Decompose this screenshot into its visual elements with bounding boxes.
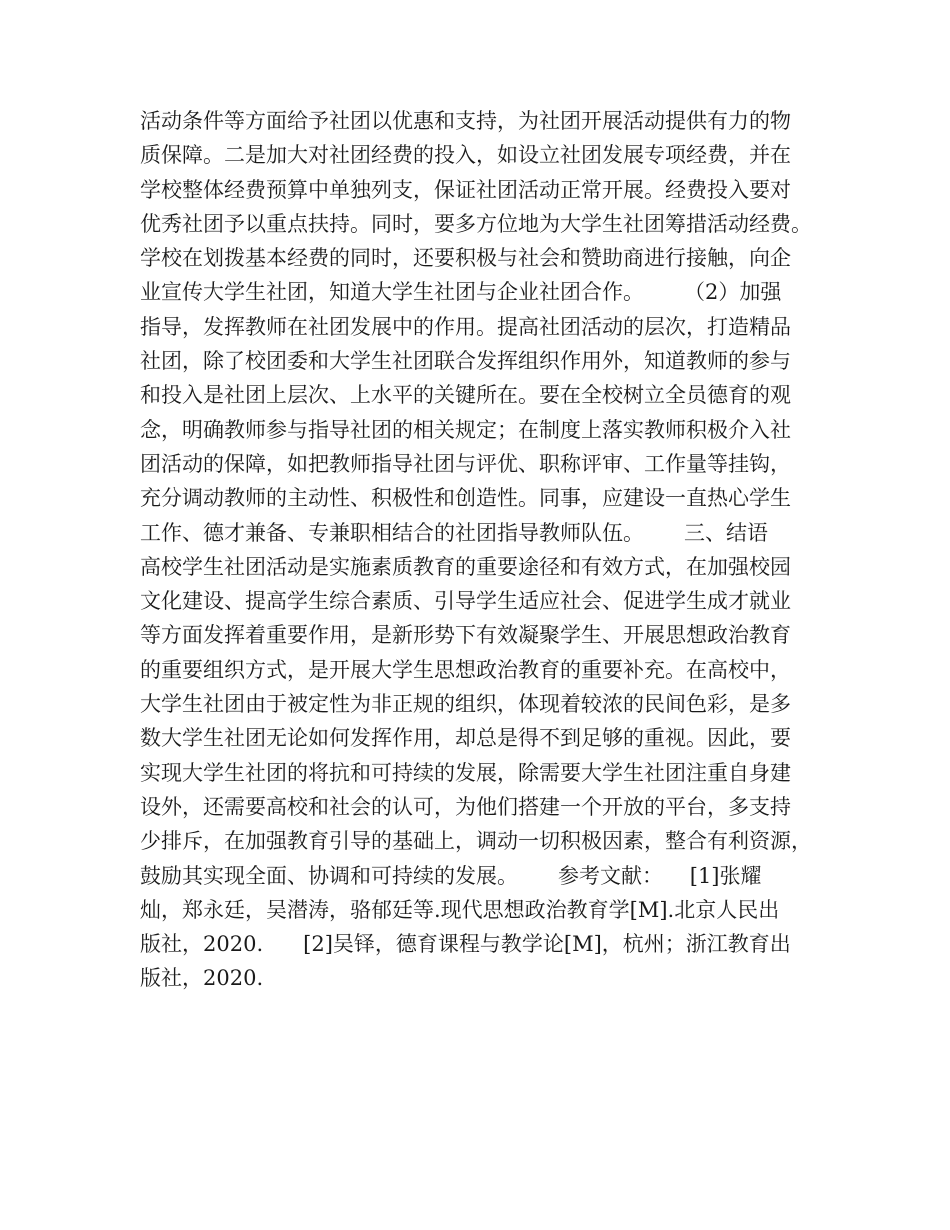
text-line: 团活动的保障，如把教师指导社团与评优、职称评审、工作量等挂钩， xyxy=(140,451,791,476)
text-line: 质保障。二是加大对社团经费的投入，如设立社团发展专项经费，并在 xyxy=(140,143,791,168)
text-line: 版社，2020. xyxy=(140,966,264,991)
text-line: 工作、德才兼备、专兼职相结合的社团指导教师队伍。 三、结语 xyxy=(140,520,769,545)
text-line: 少排斥，在加强教育引导的基础上，调动一切积极因素，整合有利资源， xyxy=(140,829,812,854)
text-line: 大学生社团由于被定性为非正规的组织，体现着较浓的民间色彩，是多 xyxy=(140,692,791,717)
text-line: 社团，除了校团委和大学生社团联合发挥组织作用外，知道教师的参与 xyxy=(140,349,791,374)
text-line: 灿，郑永廷，吴潜涛，骆郁廷等.现代思想政治教育学[M].北京人民出 xyxy=(140,897,780,922)
text-line: 高校学生社团活动是实施素质教育的重要途径和有效方式，在加强校园 xyxy=(140,554,791,579)
text-line: 和投入是社团上层次、上水平的关键所在。要在全校树立全员德育的观 xyxy=(140,383,791,408)
text-line: 实现大学生社团的将抗和可持续的发展，除需要大学生社团注重自身建 xyxy=(140,760,791,785)
text-line: 念，明确教师参与指导社团的相关规定；在制度上落实教师积极介入社 xyxy=(140,417,791,442)
text-line: 指导，发挥教师在社团发展中的作用。提高社团活动的层次，打造精品 xyxy=(140,314,791,339)
text-line: 业宣传大学生社团，知道大学生社团与企业社团合作。 （2）加强 xyxy=(140,280,782,305)
text-line: 学校整体经费预算中单独列支，保证社团活动正常开展。经费投入要对 xyxy=(140,177,791,202)
text-line: 文化建设、提高学生综合素质、引导学生适应社会、促进学生成才就业 xyxy=(140,589,791,614)
text-line: 鼓励其实现全面、协调和可持续的发展。 参考文献： [1]张耀 xyxy=(140,863,762,888)
text-line: 数大学生社团无论如何发挥作用，却总是得不到足够的重视。因此，要 xyxy=(140,726,791,751)
text-line: 充分调动教师的主动性、积极性和创造性。同事，应建设一直热心学生 xyxy=(140,486,791,511)
text-line: 等方面发挥着重要作用，是新形势下有效凝聚学生、开展思想政治教育 xyxy=(140,623,791,648)
text-line: 设外，还需要高校和社会的认可，为他们搭建一个开放的平台，多支持 xyxy=(140,794,791,819)
text-line: 的重要组织方式，是开展大学生思想政治教育的重要补充。在高校中， xyxy=(140,657,791,682)
body-text xyxy=(140,104,820,996)
text-line: 版社，2020. [2]吴铎，德育课程与教学论[M]，杭州；浙江教育出 xyxy=(140,932,791,957)
text-line: 学校在划拨基本经费的同时，还要积极与社会和赞助商进行接触，向企 xyxy=(140,246,791,271)
text-line: 优秀社团予以重点扶持。同时，要多方位地为大学生社团筹措活动经费。 xyxy=(140,211,812,236)
text-line: 活动条件等方面给予社团以优惠和支持，为社团开展活动提供有力的物 xyxy=(140,109,791,133)
